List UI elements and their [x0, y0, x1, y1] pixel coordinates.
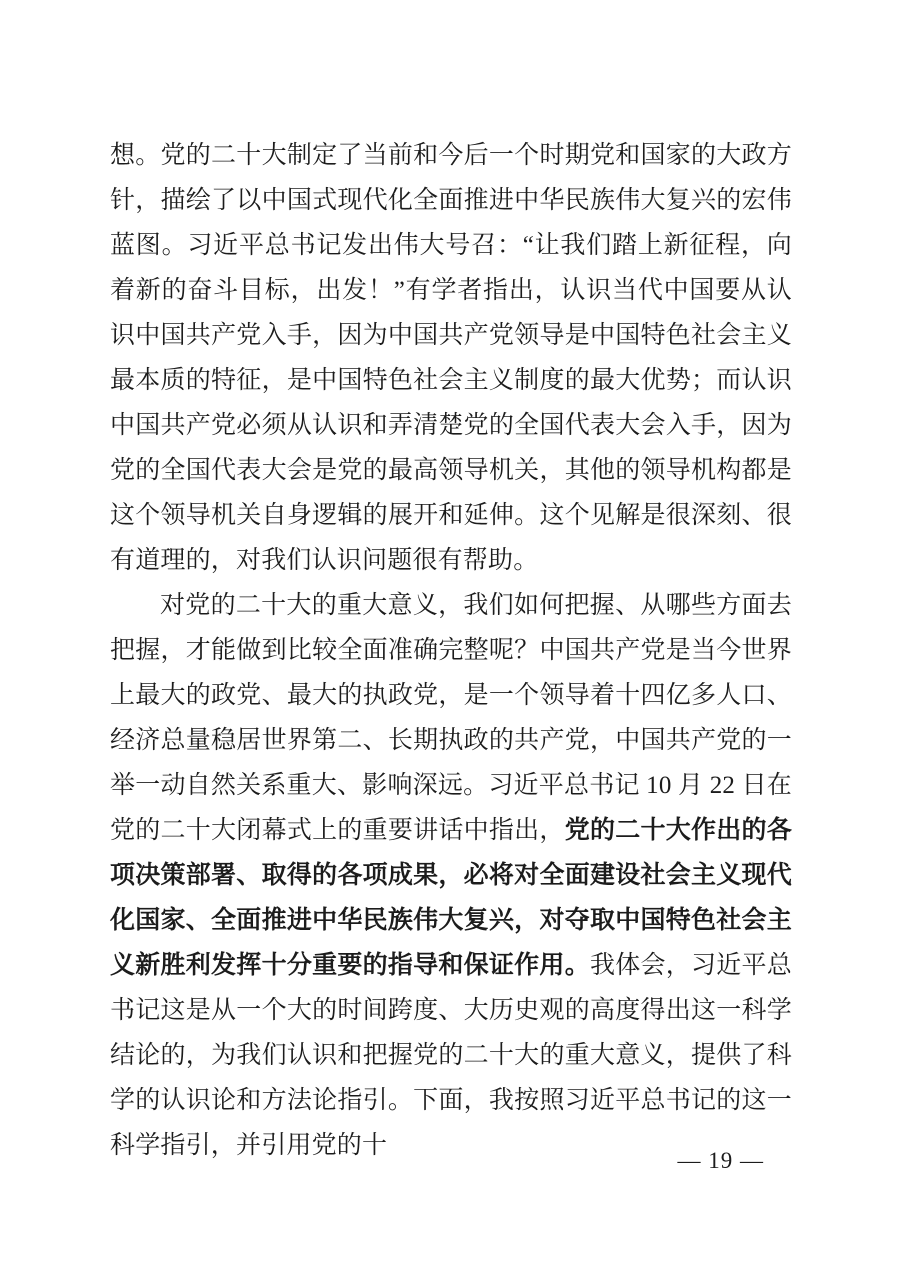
paragraph-second: [110, 583, 792, 1168]
body-text: [110, 133, 792, 1168]
page-number: — 19 —: [677, 1148, 764, 1173]
paragraph-second-lead-text: 对党的二十大的重大意义，我们如何把握、从哪些方面去把握，才能做到比较全面准确完整呢？中国共产党是当今世界上最大的政党、最大的执政党，是一个领导着十四亿多人口、经济总量稳居世界第二、长期执政的共产党，中国共产党的一举一动自然关系重大、影响深远。习近平总书记 10 月 22 日在党的二十大闭幕式上的重要讲话中指出，: [110, 592, 792, 844]
paragraph-continued-text: 想。党的二十大制定了当前和今后一个时期党和国家的大政方针，描绘了以中国式现代化全面推进中华民族伟大复兴的宏伟蓝图。习近平总书记发出伟大号召：“让我们踏上新征程，向着新的奋斗目标，出发！”有学者指出，认识当代中国要从认识中国共产党入手，因为中国共产党领导是中国特色社会主义最本质的特征，是中国特色社会主义制度的最大优势；而认识中国共产党必须从认识和弄清楚党的全国代表大会入手，因为党的全国代表大会是党的最高领导机关，其他的领导机构都是这个领导机关自身逻辑的展开和延伸。这个见解是很深刻、很有道理的，对我们认识问题很有帮助。: [110, 142, 792, 574]
paragraph-second-bold-quote: 党的二十大作出的各项决策部署、取得的各项成果，必将对全面建设社会主义现代化国家、全面推进中华民族伟大复兴，对夺取中国特色社会主义新胜利发挥十分重要的指导和保证作用。: [110, 817, 792, 979]
paragraph-second-trailing-text: 我体会，习近平总书记这是从一个大的时间跨度、大历史观的高度得出这一科学结论的，为我们认识和把握党的二十大的重大意义，提供了科学的认识论和方法论指引。下面，我按照习近平总书记的这一科学指引，并引用党的十: [110, 952, 792, 1159]
paragraph-continued: [110, 133, 792, 583]
